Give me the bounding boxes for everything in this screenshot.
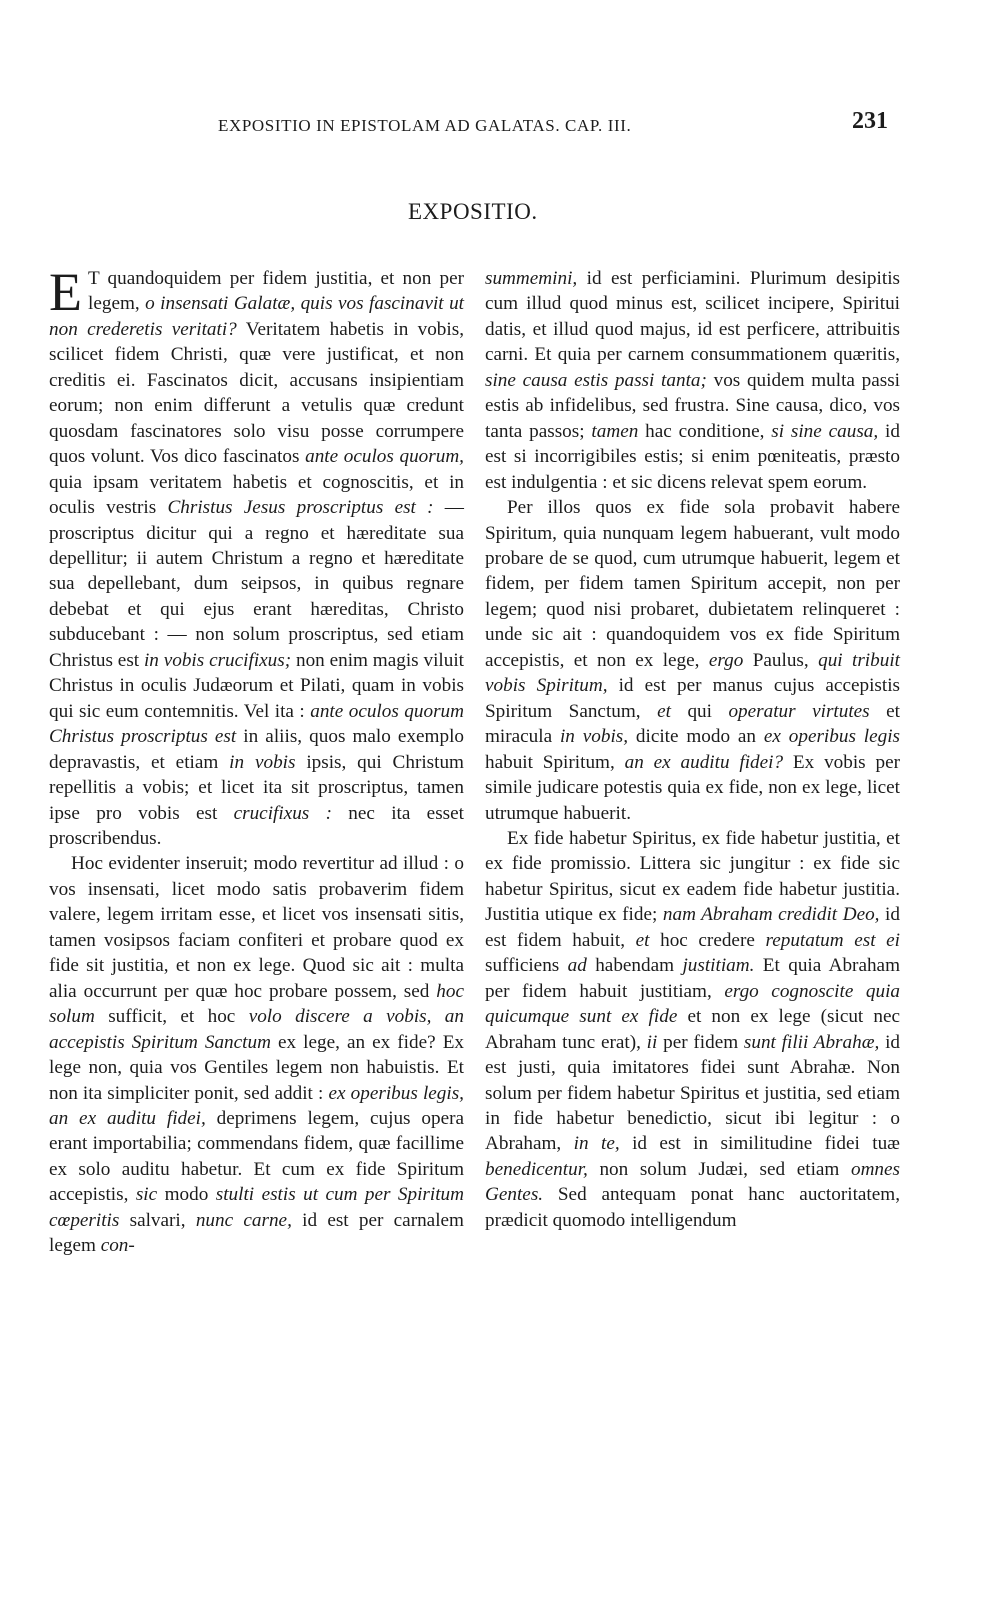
text-run: Sed antequam ponat hanc auctoritatem, prædicit quomodo intelligendum	[485, 1184, 900, 1231]
italic-text-run: benedicentur,	[485, 1158, 588, 1180]
text-run: deprimens legem, cujus opera erant importabilia; commendans fidem, quæ facillime ex solo auditu habetur. Et cum ex fide Spiritum accepistis,	[49, 1107, 464, 1206]
italic-text-run: summemini,	[485, 268, 578, 289]
text-run: T quandoquidem per fidem justitia, et non per legem,	[88, 268, 464, 315]
italic-text-run: operatur virtutes	[728, 700, 870, 722]
italic-text-run: ad	[567, 955, 587, 977]
left-paragraph-2	[49, 851, 464, 1258]
text-run: Veritatem habetis in vobis, scilicet fidem Christi, quæ vere justificat, et non creditis ei. Fascinatos dicit, accusans insipientiam eorum; non enim differunt a vetulis quæ credunt quosdam fascinatores solo visu posse corrumpere quos volunt. Vos dico fascinatos	[49, 318, 464, 468]
italic-text-run: sunt filii Abrahæ,	[743, 1031, 880, 1053]
italic-text-run: ii	[646, 1031, 658, 1053]
italic-text-run: tamen	[591, 420, 639, 442]
text-run: sufficit, et hoc	[94, 1006, 249, 1028]
text-run: id est in similitudine fidei tuæ	[619, 1133, 900, 1155]
text-run: in aliis, quos malo exemplo depravastis, et etiam	[49, 726, 464, 773]
section-title: EXPOSITIO.	[408, 199, 538, 224]
text-run: Hoc evidenter inseruit; modo revertitur ad illud : o vos insensati, licet modo satis probaverim fidem valere, legem irritam esse, et licet vos insensati sitis, tamen vosipsos faciam confiteri et probare quod ex fide sit justitia, et non ex lege. Quod sic ait : multa alia occurrunt per quæ hoc probare possem, sed	[49, 853, 464, 1002]
text-run: per fidem	[657, 1031, 744, 1053]
text-run: Et quia Abraham per fidem habuit justitiam,	[485, 955, 900, 1002]
text-run: habuit Spiritum,	[485, 751, 625, 773]
italic-text-run: nam Abraham credidit Deo,	[662, 904, 880, 926]
italic-text-run: et	[635, 929, 650, 951]
text-run: Paulus,	[743, 649, 819, 671]
text-run: salvari,	[119, 1209, 196, 1231]
italic-text-run: con-	[100, 1235, 135, 1257]
text-run: — proscriptus dicitur qui a regno et hæreditate sua depellitur; ii autem Christum a regno et hæreditate sua depellebant, dum seipsos, in quibus regnare debebat et qui ejus erant hæreditas, Christo subducebant : — non solum proscriptus, sed etiam Christus est	[49, 497, 464, 671]
text-run: nec ita esset proscribendus.	[49, 802, 464, 849]
left-paragraph-1	[49, 262, 464, 851]
text-run: dicite modo an	[628, 726, 764, 748]
italic-text-run: ante oculos quorum Christus proscriptus est	[49, 700, 464, 748]
text-run: sufficiens	[485, 955, 568, 977]
text-run: ex lege, an ex fide? Ex lege non, quia vos Gentiles legem non habuistis. Et non ita simpliciter ponit, sed addit :	[49, 1031, 465, 1104]
italic-text-run: stulti estis ut cum per Spiritum cœperitis	[49, 1184, 464, 1231]
left-column	[49, 262, 465, 1259]
italic-text-run: justitiam.	[682, 955, 755, 977]
italic-text-run: an ex auditu fidei?	[624, 751, 784, 773]
italic-text-run: omnes Gentes.	[485, 1158, 900, 1206]
right-paragraph-2	[485, 495, 900, 826]
italic-text-run: ex operibus legis, an ex auditu fidei,	[49, 1082, 464, 1129]
text-run: id est perficiamini. Plurimum desipitis cum illud quod minus est, scilicet incipere, Spiritui datis, et illud quod majus, id est perficere, attribuitis carni. Et quia per carnem consummationem quæritis,	[485, 268, 900, 366]
right-column	[485, 266, 900, 1233]
italic-text-run: si sine causa,	[771, 420, 879, 442]
italic-text-run: crucifixus :	[233, 802, 332, 824]
text-run: et miracula	[485, 700, 900, 748]
italic-text-run: sic	[135, 1184, 158, 1206]
italic-text-run: o insensati Galatæ, quis vos fascinavit ut non crederetis veritati?	[49, 293, 464, 340]
text-run: id est per carnalem legem	[49, 1209, 464, 1257]
italic-text-run: in vobis	[229, 751, 296, 773]
drop-cap: E	[49, 262, 82, 322]
text-run: hoc credere	[649, 929, 766, 951]
text-run: non solum Judæi, sed etiam	[587, 1158, 851, 1180]
italic-text-run: ex operibus legis	[763, 726, 900, 748]
text-run: ipsis, qui Christum repellitis a vobis; et licet ita sit proscriptus, tamen ipse pro vobis est	[49, 751, 464, 824]
italic-text-run: qui tribuit vobis Spiritum,	[485, 649, 900, 697]
text-run: Ex vobis per simile judicare potestis quia ex fide, non ex lege, licet utrumque habuerit.	[485, 751, 900, 824]
text-run: et non ex lege (sicut nec Abraham tunc erat),	[485, 1006, 901, 1053]
italic-text-run: nunc carne,	[195, 1209, 292, 1231]
text-run: modo	[157, 1184, 216, 1206]
text-run: id est justi, quia imitatores fidei sunt Abrahæ. Non solum per fidem habetur Spiritus et justitia, sed etiam in fide habetur benedictio, sicut ibi legitur : o Abraham,	[485, 1031, 900, 1155]
text-run: Per illos quos ex fide sola probavit habere Spiritum, quia nunquam legem habuerant, vult modo probare de se quod, cum utrumque habuerit, legem et fidem, per fidem tamen Spiritum accepit, non per legem; quod nisi probaret, dubietatem relinqueret : unde sic ait : quandoquidem vos ex fide Spiritum accepistis, et non ex lege,	[485, 497, 900, 671]
text-run: id est fidem habuit,	[485, 904, 900, 951]
italic-text-run: ergo cognoscite quia quicumque sunt ex fide	[485, 980, 901, 1028]
italic-text-run: in vobis crucifixus;	[143, 649, 292, 671]
text-run: non enim magis viluit Christus in oculis Judæorum et Pilati, quam in vobis qui sic eum contemnitis. Vel ita :	[49, 649, 464, 722]
text-run: hac conditione,	[638, 420, 772, 442]
italic-text-run: Christus Jesus proscriptus est :	[167, 497, 434, 519]
text-run: vos quidem multa passi estis ab infidelibus, sed frustra. Sine causa, dico, vos tanta passos;	[485, 369, 900, 442]
text-run: quia ipsam veritatem habetis et cognoscitis, et in oculis vestris	[49, 471, 464, 519]
text-run: habendam	[586, 955, 683, 977]
italic-text-run: volo discere a vobis, an accepistis Spiritum Sanctum	[49, 1006, 464, 1053]
italic-text-run: reputatum est ei	[765, 929, 900, 951]
italic-text-run: ante oculos quorum,	[305, 446, 464, 468]
text-run: Ex fide habetur Spiritus, ex fide habetur justitia, et ex fide promissio. Littera sic jungitur : ex fide sic habetur Spiritus, sicut ex eadem fide habetur justitia. Justitia utique ex fide;	[485, 827, 900, 926]
italic-text-run: ergo	[708, 649, 744, 671]
text-run: qui	[670, 700, 729, 722]
right-paragraph-3	[485, 826, 900, 1233]
italic-text-run: in vobis,	[559, 726, 629, 748]
italic-text-run: hoc solum	[49, 980, 464, 1028]
text-run: id est per manus cujus accepistis Spiritum Sanctum,	[485, 675, 900, 722]
page-number: 231	[852, 108, 888, 134]
italic-text-run: et	[657, 700, 671, 722]
text-run: id est si incorrigibiles estis; si enim pœniteatis, præsto est indulgentia : et sic dicens relevat spem eorum.	[485, 420, 900, 493]
italic-text-run: in te,	[573, 1133, 620, 1155]
italic-text-run: sine causa estis passi tanta;	[485, 369, 707, 391]
running-head: EXPOSITIO IN EPISTOLAM AD GALATAS. CAP. III.	[218, 116, 632, 135]
right-paragraph-1	[485, 266, 900, 495]
